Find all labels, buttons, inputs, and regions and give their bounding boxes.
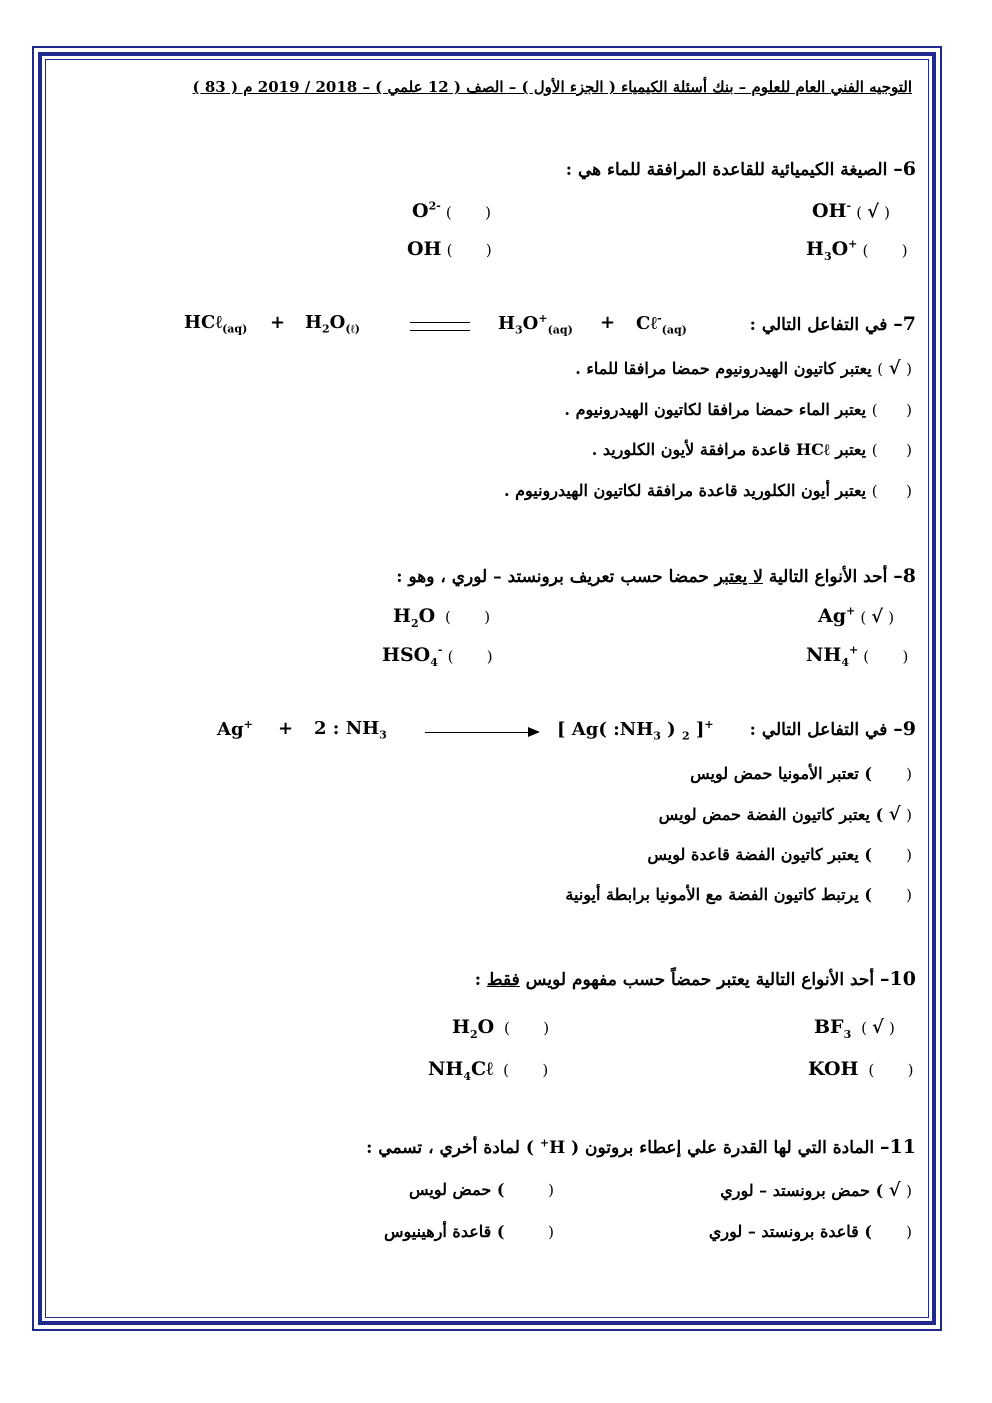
q9-option-2[interactable]: ( √ ) يعتبر كاتيون الفضة حمض لويس — [658, 804, 912, 825]
question-11: 11– المادة التي لها القدرة علي إعطاء بروتون ( H+ ) لمادة أخري ، تسمي : — [366, 1136, 916, 1158]
question-number: 6– — [893, 158, 916, 180]
option-text: ) تعتبر الأمونيا حمض لويس — [690, 764, 872, 783]
q11-option-1[interactable]: ( √ ) حمض برونستد – لوري — [720, 1180, 912, 1201]
question-text: في التفاعل التالي : — [749, 720, 888, 740]
question-6 — [566, 158, 916, 180]
check-mark-icon: √ — [888, 804, 901, 825]
q6-option-3[interactable]: $H_3O^+$ ( ) — [806, 238, 908, 264]
q9-complex-product: [ Ag( $:NH_3$ ) $_2$ ]+ — [557, 718, 714, 743]
q11-option-4[interactable]: ( ) قاعدة أرهينيوس — [383, 1222, 554, 1241]
q8-option-2[interactable]: $H_2O$ ( ) — [393, 605, 491, 630]
option-text: ) قاعدة أرهينيوس — [383, 1222, 505, 1241]
q9-option-4[interactable]: ( ) يرتبط كاتيون الفضة مع الأمونيا برابطة أيونية — [565, 885, 912, 904]
question-number: 8– — [893, 565, 916, 587]
option-text: ) يعتبر كاتيون الفضة قاعدة لويس — [647, 845, 872, 864]
option-formula: $HSO_4^-$ — [382, 644, 443, 670]
q7-option-3[interactable]: ( ) يعتبر HCℓ قاعدة مرافقة لأيون الكلوريد . — [591, 440, 912, 459]
option-text: يعتبر أيون الكلوريد قاعدة مرافقة لكاتيون الهيدرونيوم . — [503, 481, 867, 500]
q8-option-3[interactable]: $NH_4^+$ ( ) — [806, 644, 909, 670]
q7-option-4[interactable]: ( ) يعتبر أيون الكلوريد قاعدة مرافقة لكاتيون الهيدرونيوم . — [503, 481, 912, 500]
option-formula: KOH — [808, 1058, 859, 1080]
q6-option-4[interactable]: OH ( ) — [407, 238, 492, 260]
q7-option-2[interactable]: ( ) يعتبر الماء حمضا مرافقا لكاتيون الهيدرونيوم . — [564, 400, 912, 419]
option-formula: $H_2O$ — [393, 605, 436, 630]
q7-reactant-hcl: HCℓ$_{(aq)}$ — [184, 312, 248, 336]
equilibrium-arrow-top — [410, 322, 470, 323]
option-formula: $H_2O$ — [452, 1016, 495, 1041]
q10-option-3[interactable]: KOH ( ) — [808, 1058, 914, 1080]
q7-product-hydronium: $H_3O^+_{(aq)}$ — [498, 312, 573, 337]
proton-symbol: H+ — [539, 1136, 566, 1158]
option-formula: $BF_3$ — [814, 1016, 852, 1041]
question-number: 11– — [880, 1136, 916, 1158]
q10-option-1[interactable]: $BF_3$ ( √ ) — [814, 1016, 895, 1041]
q7-plus-1: + — [270, 312, 286, 333]
q6-option-2[interactable]: $O^{2-}$ ( ) — [412, 200, 491, 223]
option-text: ) حمض لويس — [408, 1180, 505, 1199]
underlined-text: لا يعتبر — [714, 567, 763, 587]
q9-ammonia: 2 : $NH_3$ — [314, 718, 387, 742]
option-text: يعتبر الماء حمضا مرافقا لكاتيون الهيدرونيوم . — [564, 400, 867, 419]
option-text: ) قاعدة برونستد – لوري — [708, 1222, 872, 1241]
q10-option-4[interactable]: $NH_4C\ell$ ( ) — [428, 1058, 549, 1083]
question-number: 9– — [893, 718, 916, 740]
option-text: ) حمض برونستد – لوري — [720, 1181, 884, 1200]
check-mark-icon: √ — [888, 1180, 901, 1201]
q8-option-1[interactable]: Ag+ ( √ ) — [818, 605, 895, 628]
question-8: 8– أحد الأنواع التالية لا يعتبر حمضا حسب تعريف برونستد – لوري ، وهو : — [396, 565, 916, 587]
question-number: 7– — [893, 313, 916, 335]
underlined-text: فقط — [486, 970, 520, 990]
check-mark-icon: √ — [867, 201, 879, 223]
option-text: يعتبر كاتيون الهيدرونيوم حمضا مرافقا للماء . — [575, 359, 872, 378]
q7-plus-2: + — [600, 312, 616, 333]
option-text: ) يرتبط كاتيون الفضة مع الأمونيا برابطة أيونية — [565, 885, 872, 904]
q11-option-3[interactable]: ( ) قاعدة برونستد – لوري — [708, 1222, 912, 1241]
q6-option-1[interactable]: OH- ( √ ) — [812, 200, 890, 223]
question-text: الصيغة الكيميائية للقاعدة المرافقة للماء هي : — [565, 160, 888, 180]
q9-plus: + — [278, 718, 294, 739]
option-formula: $NH_4C\ell$ — [428, 1058, 494, 1083]
check-mark-icon: √ — [888, 358, 901, 379]
option-formula: $H_3O^+$ — [806, 238, 858, 264]
option-text: ) يعتبر كاتيون الفضة حمض لويس — [658, 805, 884, 824]
check-mark-icon: √ — [871, 606, 884, 628]
reaction-arrow — [425, 732, 530, 733]
option-text: يعتبر HCℓ قاعدة مرافقة لأيون الكلوريد . — [591, 440, 867, 459]
check-mark-icon: √ — [872, 1017, 884, 1038]
q8-option-4[interactable]: $HSO_4^-$ ( ) — [382, 644, 493, 670]
question-9 — [750, 718, 916, 740]
page-header: التوجيه الفني العام للعلوم – بنك أسئلة الكيمياء ( الجزء الأول ) – الصف ( 12 علمي ) – 2018 / 2019 م ( 83 ) — [192, 78, 912, 96]
question-number: 10– — [880, 968, 916, 990]
q9-silver-ion: Ag+ — [217, 718, 253, 740]
option-formula: $O^{2-}$ — [412, 200, 441, 223]
option-formula: OH — [407, 238, 442, 260]
q11-option-2[interactable]: ( ) حمض لويس — [408, 1180, 554, 1199]
q7-reactant-water: $H_2O_{(\ell)}$ — [305, 312, 360, 336]
q7-option-1[interactable]: ( √ ) يعتبر كاتيون الهيدرونيوم حمضا مرافقا للماء . — [575, 358, 912, 379]
question-text: في التفاعل التالي : — [749, 315, 888, 335]
q9-option-3[interactable]: ( ) يعتبر كاتيون الفضة قاعدة لويس — [647, 845, 912, 864]
arrow-head-icon — [528, 727, 540, 737]
equilibrium-arrow-bottom — [410, 330, 470, 331]
option-formula: OH- — [812, 200, 852, 223]
q7-product-chloride: Cℓ-$_{(aq)}$ — [636, 312, 687, 337]
q9-option-1[interactable]: ( ) تعتبر الأمونيا حمض لويس — [690, 764, 912, 783]
question-10: 10– أحد الأنواع التالية يعتبر حمضاً حسب مفهوم لويس فقط : — [474, 968, 916, 990]
question-7 — [750, 313, 916, 335]
option-formula: $NH_4^+$ — [806, 644, 859, 670]
q10-option-2[interactable]: $H_2O$ ( ) — [452, 1016, 550, 1041]
option-formula: Ag+ — [818, 605, 856, 628]
